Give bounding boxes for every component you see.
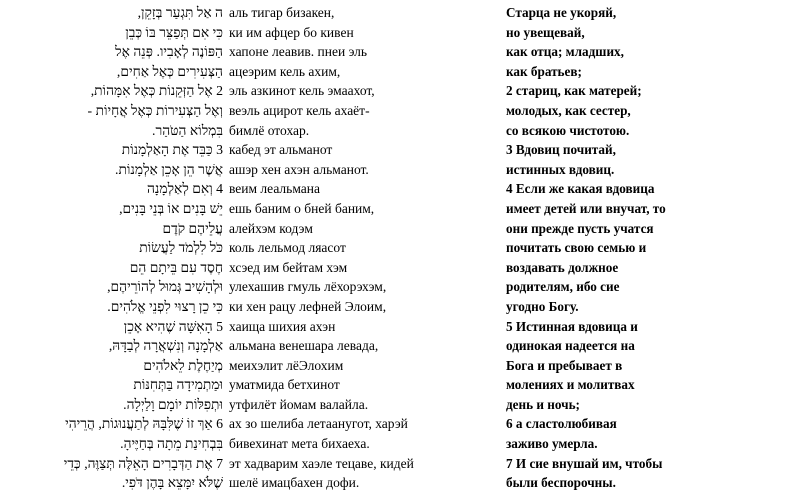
hebrew-line: 2 אֶל הַזְּקֵנוֹת כְּאֶל אִמָּהוֹת, [90, 83, 223, 99]
translit-line: бивехинат мета бихаеха. [229, 436, 370, 452]
hebrew-line: בִּמְלוֹא הַטֹּהַר. [152, 122, 223, 138]
hebrew-line: כִּי כֵן רָצוּי לִפְנֵי אֱלֹהִים. [107, 298, 223, 314]
hebrew-line: אֲשֶׁר הֵן אָכֵן אַלְמָנוֹת. [115, 161, 223, 177]
hebrew-line: הַצְּעִירִים כְּאֶל אַחִים, [116, 63, 223, 79]
russian-line: как братьев; [506, 63, 582, 79]
russian-line: но увещевай, [506, 24, 585, 40]
hebrew-line: 6 אַךְ זוֹ שֶׁלִּבָּהּ לְתַעֲנוּגוֹת, הֲרֵיהִי [65, 416, 223, 432]
hebrew-text-column [60, 3, 223, 493]
russian-line: истинных вдовиц. [506, 161, 615, 177]
translit-line: кабед эт альманот [229, 142, 333, 158]
russian-line: почитать свою семью и [506, 240, 647, 256]
translit-line: алейхэм кодэм [229, 220, 313, 236]
translit-line: ки хен рацу лефней Элоим, [229, 298, 387, 314]
hebrew-line: 7 אֶת הַדְּבָרִים הָאֵלֶּה תְּצַוֶּה, כְּדֵי [63, 455, 223, 471]
hebrew-line: עֲלֵיהֶם קֹדֶם [162, 220, 223, 236]
russian-line: 5 Истинная вдовица и [506, 318, 638, 334]
russian-line: как отца; младших, [506, 44, 624, 60]
russian-line: молениях и молитвах [506, 377, 635, 393]
translit-line: эт хадварим хаэле тецаве, кидей [229, 455, 414, 471]
translit-line: хсэед им бейтам хэм [229, 259, 348, 275]
hebrew-line: 5 הָאִשָּׁה שֶׁהִיא אָכֵן [123, 318, 223, 334]
translit-line: аль тигар бизакен, [229, 5, 335, 20]
hebrew-line: וּתְפִלּוֹת יוֹמָם וָלַיְלָה. [123, 396, 223, 412]
russian-line: день и ночь; [506, 396, 580, 412]
translit-line: альмана венешара левада, [229, 338, 379, 354]
russian-line: имеет детей или внучат, то [506, 200, 666, 216]
translit-line: веим леальмана [229, 181, 320, 197]
russian-line: заживо умерла. [506, 436, 598, 452]
translit-line: улехашив гмуль лёхорэхэм, [229, 279, 387, 295]
translit-line: бимлё отохар. [229, 122, 310, 138]
hebrew-line: מְיַחֶלֶת לֵאלֹהִים [143, 357, 223, 373]
translit-line: хаища шихия ахэн [229, 318, 336, 334]
russian-line: они прежде пусть учатся [506, 220, 654, 236]
hebrew-line: יֵשׁ בָּנִים אוֹ בְּנֵי בָּנִים, [119, 200, 223, 216]
translit-line: ашэр хен ахэн альманот. [229, 161, 369, 177]
hebrew-line: שֶׁלֹּא יִמָּצֵא בָּהֶן דֹּפִי. [121, 475, 223, 491]
russian-line: 6 а сластолюбивая [506, 416, 617, 432]
translit-line: ки им афцер бо кивен [229, 24, 354, 40]
hebrew-line: בִּבְחִינַת מֵתָה בְּחַיֶּיהָ. [120, 436, 223, 452]
translit-line: коль лельмод ляасот [229, 240, 346, 256]
russian-line: родителям, ибо сие [506, 279, 620, 295]
translit-line: ешь баним о бней баним, [229, 200, 375, 216]
hebrew-line: ה אַל תִּגְעַר בְּזָקֵן, [137, 5, 223, 20]
translit-line: веэль ацирот кель ахаёт- [229, 102, 370, 118]
hebrew-line: וּמַתְמִידָה בַּתְּחִנּוֹת [133, 377, 223, 393]
russian-line: были беспорочны. [506, 475, 616, 491]
hebrew-line: חֶסֶד עִם בֵּיתָם הֵם [129, 259, 223, 275]
hebrew-line: 3 כַּבֵּד אֶת הָאַלְמָנוֹת [121, 142, 223, 158]
hebrew-line: 4 וְאִם לְאַלְמָנָה [146, 181, 223, 197]
russian-line: Старца не укоряй, [506, 5, 617, 20]
hebrew-line: כִּי אִם תְּפַצֵּר בּוֹ כְּבֵן [125, 24, 223, 40]
russian-line: 4 Если же какая вдовица [506, 181, 655, 197]
russian-line: угодно Богу. [506, 298, 579, 314]
transliteration-column [229, 3, 469, 493]
russian-line: Бога и пребывает в [506, 357, 623, 373]
hebrew-line: הַפּוֹנֶה לְאָבִיו. פְּנֵה אֶל [115, 44, 223, 60]
translit-line: ацеэрим кель ахим, [229, 63, 341, 79]
translit-line: утфилёт йомам валайла. [229, 396, 369, 412]
russian-line: молодых, как сестер, [506, 102, 631, 118]
translit-line: ах зо шелиба летаанугот, харэй [229, 416, 408, 432]
russian-translation-column [506, 3, 791, 493]
translit-line: уматмида бетхинот [229, 377, 340, 393]
translit-line: хапоне леавив. пнеи эль [229, 44, 368, 60]
translit-line: эль азкинот кель эмаахот, [229, 83, 375, 99]
russian-line: со всякою чистотою. [506, 122, 630, 138]
hebrew-line: וּלְהָשִׁיב גְּמוּל לְהוֹרֵיהֶם, [107, 279, 223, 295]
russian-line: 3 Вдовиц почитай, [506, 142, 616, 158]
hebrew-line: וְאֶל הַצְּעִירוֹת כְּאֶל אֲחָיוֹת - [87, 102, 223, 118]
translit-line: меихэлит лёЭлохим [229, 357, 344, 373]
russian-line: 2 стариц, как матерей; [506, 83, 642, 99]
russian-line: 7 И сие внушай им, чтобы [506, 455, 663, 471]
hebrew-line: כֹּל לִלְמֹד לַעֲשׂוֹת [139, 240, 223, 256]
translit-line: шелё имацбахен дофи. [229, 475, 360, 491]
russian-line: воздавать должное [506, 259, 619, 275]
russian-line: одинокая надеется на [506, 338, 635, 354]
hebrew-line: אַלְמָנָה וְנִשְׁאֲרָה לְבַדָּהּ, [108, 338, 223, 354]
